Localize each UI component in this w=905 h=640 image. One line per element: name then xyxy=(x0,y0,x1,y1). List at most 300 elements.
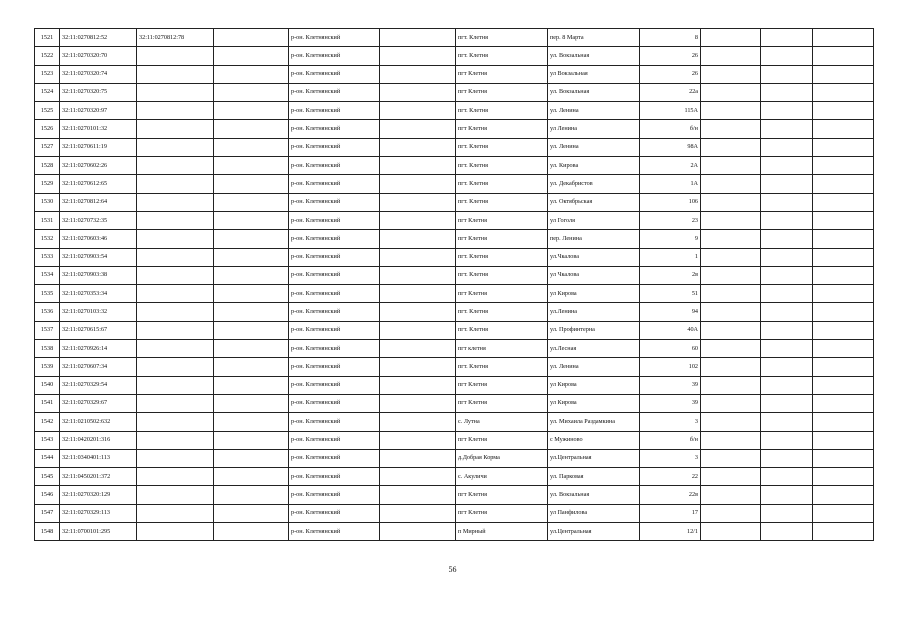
district-cell: р-он. Клетнянский xyxy=(289,523,380,541)
house-number-cell: 40А xyxy=(640,321,701,339)
empty-cell xyxy=(813,468,874,486)
related-cadastral-cell xyxy=(137,504,214,522)
district-cell: р-он. Клетнянский xyxy=(289,394,380,412)
district-cell: р-он. Клетнянский xyxy=(289,303,380,321)
empty-cell xyxy=(813,83,874,101)
house-number-cell: 26 xyxy=(640,47,701,65)
empty-cell xyxy=(701,266,761,284)
district-cell: р-он. Клетнянский xyxy=(289,248,380,266)
cadastral-number-cell: 32:11:0450201:372 xyxy=(60,468,137,486)
street-cell: ул. Ленина xyxy=(548,358,640,376)
district-cell: р-он. Клетнянский xyxy=(289,468,380,486)
cadastral-number-cell: 32:11:0270329:67 xyxy=(60,394,137,412)
empty-cell xyxy=(761,211,813,229)
cadastral-number-cell: 32:11:0270320:97 xyxy=(60,102,137,120)
table-row xyxy=(35,157,874,175)
house-number-cell: б/н xyxy=(640,431,701,449)
street-cell: ул. Ленина xyxy=(548,138,640,156)
empty-cell xyxy=(380,394,456,412)
locality-cell: пгт Клетня xyxy=(456,211,548,229)
empty-cell xyxy=(813,138,874,156)
cadastral-number-cell: 32:11:0420201:316 xyxy=(60,431,137,449)
row-number-cell: 1533 xyxy=(35,248,60,266)
empty-cell xyxy=(701,230,761,248)
related-cadastral-cell xyxy=(137,413,214,431)
house-number-cell: 3 xyxy=(640,449,701,467)
cadastral-number-cell: 32:11:0270320:75 xyxy=(60,83,137,101)
street-cell: ул. Вокзальная xyxy=(548,486,640,504)
street-cell: ул Чкалова xyxy=(548,266,640,284)
empty-cell xyxy=(380,120,456,138)
empty-cell xyxy=(380,175,456,193)
empty-cell xyxy=(701,394,761,412)
empty-cell xyxy=(813,175,874,193)
locality-cell: пгт. Клетня xyxy=(456,248,548,266)
empty-cell xyxy=(761,376,813,394)
street-cell: ул Панфилова xyxy=(548,504,640,522)
district-cell: р-он. Клетнянский xyxy=(289,413,380,431)
cadastral-number-cell: 32:11:0270329:54 xyxy=(60,376,137,394)
empty-cell xyxy=(701,321,761,339)
related-cadastral-cell xyxy=(137,468,214,486)
cadastral-number-cell: 32:11:0270812:64 xyxy=(60,193,137,211)
cadastral-number-cell: 32:11:0270329:113 xyxy=(60,504,137,522)
empty-cell xyxy=(813,303,874,321)
empty-cell xyxy=(214,157,289,175)
table-row xyxy=(35,193,874,211)
table-row xyxy=(35,285,874,303)
locality-cell: пгт Клетня xyxy=(456,285,548,303)
street-cell: пер. 8 Марта xyxy=(548,29,640,47)
related-cadastral-cell xyxy=(137,376,214,394)
empty-cell xyxy=(701,138,761,156)
empty-cell xyxy=(380,138,456,156)
table-row xyxy=(35,266,874,284)
house-number-cell: 39 xyxy=(640,376,701,394)
related-cadastral-cell xyxy=(137,358,214,376)
street-cell: ул.Ленина xyxy=(548,303,640,321)
empty-cell xyxy=(813,413,874,431)
empty-cell xyxy=(701,29,761,47)
empty-cell xyxy=(214,266,289,284)
empty-cell xyxy=(214,230,289,248)
empty-cell xyxy=(761,449,813,467)
empty-cell xyxy=(380,486,456,504)
locality-cell: пгт. Клетня xyxy=(456,321,548,339)
street-cell: ул Вокзальная xyxy=(548,65,640,83)
locality-cell: пгт. Клетня xyxy=(456,138,548,156)
empty-cell xyxy=(214,321,289,339)
empty-cell xyxy=(813,376,874,394)
table-row xyxy=(35,468,874,486)
empty-cell xyxy=(761,138,813,156)
empty-cell xyxy=(813,29,874,47)
table-row xyxy=(35,394,874,412)
empty-cell xyxy=(813,102,874,120)
related-cadastral-cell xyxy=(137,321,214,339)
house-number-cell: 102 xyxy=(640,358,701,376)
empty-cell xyxy=(380,303,456,321)
table-row xyxy=(35,102,874,120)
empty-cell xyxy=(380,157,456,175)
empty-cell xyxy=(214,303,289,321)
row-number-cell: 1524 xyxy=(35,83,60,101)
related-cadastral-cell xyxy=(137,47,214,65)
empty-cell xyxy=(214,102,289,120)
locality-cell: пгт. Клетня xyxy=(456,266,548,284)
related-cadastral-cell xyxy=(137,285,214,303)
empty-cell xyxy=(813,193,874,211)
empty-cell xyxy=(214,29,289,47)
empty-cell xyxy=(813,47,874,65)
empty-cell xyxy=(214,193,289,211)
related-cadastral-cell xyxy=(137,340,214,358)
row-number-cell: 1542 xyxy=(35,413,60,431)
locality-cell: пгт Клетня xyxy=(456,230,548,248)
empty-cell xyxy=(813,523,874,541)
house-number-cell: 8 xyxy=(640,29,701,47)
cadastral-number-cell: 32:11:0270602:26 xyxy=(60,157,137,175)
page-number: 56 xyxy=(448,565,457,574)
locality-cell: п Мирный xyxy=(456,523,548,541)
street-cell: ул. Кирова xyxy=(548,157,640,175)
empty-cell xyxy=(380,65,456,83)
empty-cell xyxy=(214,486,289,504)
empty-cell xyxy=(701,449,761,467)
district-cell: р-он. Клетнянский xyxy=(289,376,380,394)
locality-cell: пгт Клетня xyxy=(456,431,548,449)
table-body xyxy=(35,29,874,541)
empty-cell xyxy=(214,468,289,486)
related-cadastral-cell xyxy=(137,211,214,229)
empty-cell xyxy=(813,340,874,358)
row-number-cell: 1530 xyxy=(35,193,60,211)
empty-cell xyxy=(813,431,874,449)
row-number-cell: 1526 xyxy=(35,120,60,138)
empty-cell xyxy=(380,230,456,248)
district-cell: р-он. Клетнянский xyxy=(289,157,380,175)
table-row xyxy=(35,120,874,138)
locality-cell: пгт Клетня xyxy=(456,65,548,83)
row-number-cell: 1532 xyxy=(35,230,60,248)
empty-cell xyxy=(214,413,289,431)
empty-cell xyxy=(761,29,813,47)
empty-cell xyxy=(380,193,456,211)
locality-cell: с. Лутна xyxy=(456,413,548,431)
locality-cell: пгт Клетня xyxy=(456,486,548,504)
empty-cell xyxy=(813,211,874,229)
related-cadastral-cell xyxy=(137,394,214,412)
empty-cell xyxy=(761,358,813,376)
related-cadastral-cell xyxy=(137,486,214,504)
row-number-cell: 1547 xyxy=(35,504,60,522)
empty-cell xyxy=(214,138,289,156)
table-row xyxy=(35,504,874,522)
empty-cell xyxy=(701,358,761,376)
row-number-cell: 1537 xyxy=(35,321,60,339)
district-cell: р-он. Клетнянский xyxy=(289,285,380,303)
related-cadastral-cell xyxy=(137,303,214,321)
empty-cell xyxy=(761,248,813,266)
row-number-cell: 1534 xyxy=(35,266,60,284)
cadastral-number-cell: 32:11:0270903:38 xyxy=(60,266,137,284)
district-cell: р-он. Клетнянский xyxy=(289,504,380,522)
locality-cell: пгт. Клетня xyxy=(456,102,548,120)
related-cadastral-cell xyxy=(137,523,214,541)
empty-cell xyxy=(380,102,456,120)
street-cell: ул. Парковая xyxy=(548,468,640,486)
related-cadastral-cell xyxy=(137,83,214,101)
empty-cell xyxy=(214,248,289,266)
street-cell: ул.Чкалова xyxy=(548,248,640,266)
cadastral-number-cell: 32:11:0270611:19 xyxy=(60,138,137,156)
related-cadastral-cell xyxy=(137,138,214,156)
empty-cell xyxy=(701,285,761,303)
empty-cell xyxy=(761,120,813,138)
locality-cell: пгт Клетня xyxy=(456,376,548,394)
empty-cell xyxy=(380,358,456,376)
related-cadastral-cell xyxy=(137,193,214,211)
empty-cell xyxy=(761,523,813,541)
cadastral-number-cell: 32:11:0270812:52 xyxy=(60,29,137,47)
locality-cell: пгт Клетня xyxy=(456,120,548,138)
empty-cell xyxy=(813,157,874,175)
empty-cell xyxy=(214,358,289,376)
table-row xyxy=(35,47,874,65)
table-row xyxy=(35,340,874,358)
locality-cell: пгт. Клетня xyxy=(456,157,548,175)
cadastral-number-cell: 32:11:0270103:32 xyxy=(60,303,137,321)
street-cell: ул. Вокзальная xyxy=(548,83,640,101)
empty-cell xyxy=(813,321,874,339)
empty-cell xyxy=(701,523,761,541)
empty-cell xyxy=(761,504,813,522)
district-cell: р-он. Клетнянский xyxy=(289,266,380,284)
empty-cell xyxy=(813,449,874,467)
empty-cell xyxy=(380,211,456,229)
empty-cell xyxy=(380,431,456,449)
house-number-cell: 23 xyxy=(640,211,701,229)
row-number-cell: 1521 xyxy=(35,29,60,47)
locality-cell: пгт. Клетня xyxy=(456,175,548,193)
house-number-cell: 98А xyxy=(640,138,701,156)
table-row xyxy=(35,449,874,467)
empty-cell xyxy=(380,47,456,65)
cadastral-number-cell: 32:11:0270615:67 xyxy=(60,321,137,339)
empty-cell xyxy=(214,340,289,358)
house-number-cell: 22а xyxy=(640,83,701,101)
register-table xyxy=(34,28,874,541)
related-cadastral-cell xyxy=(137,65,214,83)
district-cell: р-он. Клетнянский xyxy=(289,211,380,229)
house-number-cell: 12/1 xyxy=(640,523,701,541)
empty-cell xyxy=(380,248,456,266)
house-number-cell: 106 xyxy=(640,193,701,211)
empty-cell xyxy=(761,102,813,120)
cadastral-number-cell: 32:11:0270903:54 xyxy=(60,248,137,266)
district-cell: р-он. Клетнянский xyxy=(289,358,380,376)
table-row xyxy=(35,376,874,394)
table-row xyxy=(35,413,874,431)
house-number-cell: 2в xyxy=(640,266,701,284)
empty-cell xyxy=(380,468,456,486)
district-cell: р-он. Клетнянский xyxy=(289,102,380,120)
house-number-cell: 94 xyxy=(640,303,701,321)
empty-cell xyxy=(214,504,289,522)
locality-cell: пгт. Клетня xyxy=(456,193,548,211)
empty-cell xyxy=(813,394,874,412)
empty-cell xyxy=(701,102,761,120)
locality-cell: пгт Клетня xyxy=(456,394,548,412)
related-cadastral-cell xyxy=(137,248,214,266)
cadastral-number-cell: 32:11:0270732:35 xyxy=(60,211,137,229)
empty-cell xyxy=(813,248,874,266)
empty-cell xyxy=(813,285,874,303)
empty-cell xyxy=(214,83,289,101)
table-row xyxy=(35,431,874,449)
empty-cell xyxy=(761,47,813,65)
house-number-cell: 9 xyxy=(640,230,701,248)
empty-cell xyxy=(813,486,874,504)
street-cell: ул.Центральная xyxy=(548,449,640,467)
row-number-cell: 1531 xyxy=(35,211,60,229)
empty-cell xyxy=(214,523,289,541)
empty-cell xyxy=(701,248,761,266)
district-cell: р-он. Клетнянский xyxy=(289,175,380,193)
district-cell: р-он. Клетнянский xyxy=(289,193,380,211)
row-number-cell: 1548 xyxy=(35,523,60,541)
house-number-cell: б/н xyxy=(640,120,701,138)
locality-cell: пгт. Клетня xyxy=(456,47,548,65)
empty-cell xyxy=(761,175,813,193)
related-cadastral-cell xyxy=(137,157,214,175)
district-cell: р-он. Клетнянский xyxy=(289,340,380,358)
row-number-cell: 1528 xyxy=(35,157,60,175)
empty-cell xyxy=(214,211,289,229)
row-number-cell: 1545 xyxy=(35,468,60,486)
house-number-cell: 26 xyxy=(640,65,701,83)
table-row xyxy=(35,486,874,504)
empty-cell xyxy=(701,157,761,175)
house-number-cell: 39 xyxy=(640,394,701,412)
table-row xyxy=(35,248,874,266)
row-number-cell: 1527 xyxy=(35,138,60,156)
empty-cell xyxy=(761,303,813,321)
row-number-cell: 1544 xyxy=(35,449,60,467)
empty-cell xyxy=(761,65,813,83)
cadastral-number-cell: 32:11:0270353:34 xyxy=(60,285,137,303)
related-cadastral-cell xyxy=(137,449,214,467)
street-cell: ул. Вокзальная xyxy=(548,47,640,65)
empty-cell xyxy=(380,504,456,522)
empty-cell xyxy=(813,504,874,522)
street-cell: пер. Ленина xyxy=(548,230,640,248)
empty-cell xyxy=(214,65,289,83)
row-number-cell: 1529 xyxy=(35,175,60,193)
empty-cell xyxy=(214,120,289,138)
street-cell: ул. Михаила Раздамкина xyxy=(548,413,640,431)
locality-cell: пгт. Клетня xyxy=(456,303,548,321)
district-cell: р-он. Клетнянский xyxy=(289,138,380,156)
related-cadastral-cell xyxy=(137,431,214,449)
table-row xyxy=(35,65,874,83)
locality-cell: с. Акуличи xyxy=(456,468,548,486)
row-number-cell: 1522 xyxy=(35,47,60,65)
related-cadastral-cell xyxy=(137,266,214,284)
empty-cell xyxy=(380,340,456,358)
cadastral-number-cell: 32:11:0700101:295 xyxy=(60,523,137,541)
table-row xyxy=(35,138,874,156)
locality-cell: пгт клетня xyxy=(456,340,548,358)
empty-cell xyxy=(214,449,289,467)
street-cell: ул. Профинтерна xyxy=(548,321,640,339)
house-number-cell: 60 xyxy=(640,340,701,358)
empty-cell xyxy=(214,394,289,412)
cadastral-number-cell: 32:11:0270320:129 xyxy=(60,486,137,504)
locality-cell: пгт. Клетня xyxy=(456,29,548,47)
house-number-cell: 17 xyxy=(640,504,701,522)
empty-cell xyxy=(214,431,289,449)
empty-cell xyxy=(701,376,761,394)
empty-cell xyxy=(761,321,813,339)
district-cell: р-он. Клетнянский xyxy=(289,230,380,248)
street-cell: ул Ленина xyxy=(548,120,640,138)
cadastral-number-cell: 32:11:0270320:74 xyxy=(60,65,137,83)
street-cell: с Мужиново xyxy=(548,431,640,449)
empty-cell xyxy=(701,83,761,101)
empty-cell xyxy=(701,47,761,65)
district-cell: р-он. Клетнянский xyxy=(289,486,380,504)
house-number-cell: 3 xyxy=(640,413,701,431)
row-number-cell: 1543 xyxy=(35,431,60,449)
house-number-cell: 22 xyxy=(640,468,701,486)
cadastral-number-cell: 32:11:0270603:46 xyxy=(60,230,137,248)
house-number-cell: 115А xyxy=(640,102,701,120)
empty-cell xyxy=(701,486,761,504)
empty-cell xyxy=(214,175,289,193)
table-row xyxy=(35,29,874,47)
district-cell: р-он. Клетнянский xyxy=(289,83,380,101)
street-cell: ул. Декабристов xyxy=(548,175,640,193)
cadastral-number-cell: 32:11:0270607:34 xyxy=(60,358,137,376)
cadastral-number-cell: 32:11:0270926:14 xyxy=(60,340,137,358)
district-cell: р-он. Клетнянский xyxy=(289,431,380,449)
house-number-cell: 51 xyxy=(640,285,701,303)
table-row xyxy=(35,523,874,541)
empty-cell xyxy=(813,358,874,376)
empty-cell xyxy=(813,230,874,248)
cadastral-number-cell: 32:11:0270320:70 xyxy=(60,47,137,65)
district-cell: р-он. Клетнянский xyxy=(289,47,380,65)
empty-cell xyxy=(701,468,761,486)
empty-cell xyxy=(701,431,761,449)
empty-cell xyxy=(701,175,761,193)
locality-cell: пгт Клетня xyxy=(456,83,548,101)
related-cadastral-cell xyxy=(137,175,214,193)
street-cell: ул Кирова xyxy=(548,376,640,394)
empty-cell xyxy=(701,193,761,211)
house-number-cell: 22в xyxy=(640,486,701,504)
related-cadastral-cell xyxy=(137,230,214,248)
related-cadastral-cell xyxy=(137,102,214,120)
cadastral-number-cell: 32:11:0270101:32 xyxy=(60,120,137,138)
empty-cell xyxy=(761,413,813,431)
empty-cell xyxy=(701,65,761,83)
district-cell: р-он. Клетнянский xyxy=(289,120,380,138)
empty-cell xyxy=(761,486,813,504)
table-row xyxy=(35,358,874,376)
empty-cell xyxy=(761,285,813,303)
